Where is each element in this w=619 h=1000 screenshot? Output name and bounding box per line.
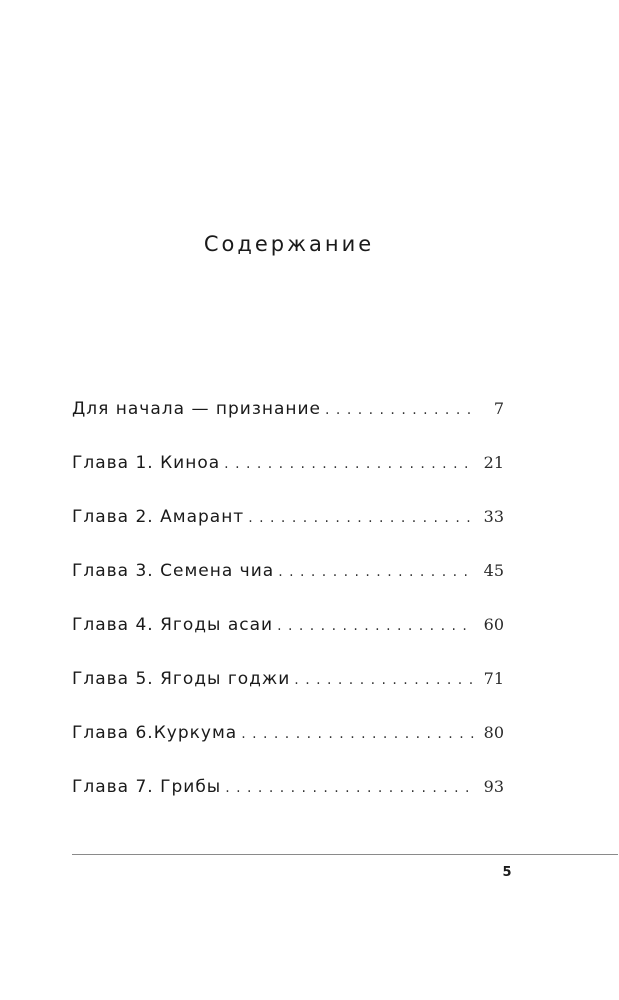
toc-entry-title: Глава 1. Киноа: [72, 453, 221, 473]
toc-entry-page: 7: [493, 399, 504, 418]
toc-entry-page: 80: [483, 723, 504, 742]
toc-entry-chapter-2[interactable]: [72, 507, 504, 561]
toc-entry-title: Глава 3. Семена чиа: [72, 561, 275, 581]
toc-entry-chapter-3[interactable]: [72, 561, 504, 615]
toc-list: [72, 399, 504, 831]
toc-entry-page: 60: [483, 615, 504, 634]
toc-entry-chapter-1[interactable]: [72, 453, 504, 507]
dot-leader: [278, 564, 474, 580]
dot-leader: [248, 510, 474, 526]
dot-leader: [325, 402, 474, 418]
toc-entry-intro[interactable]: [72, 399, 504, 453]
dot-leader: [294, 672, 474, 688]
toc-entry-page: 45: [483, 561, 504, 580]
toc-entry-page: 93: [483, 777, 504, 796]
toc-entry-chapter-4[interactable]: [72, 615, 504, 669]
toc-heading: Содержание: [203, 232, 375, 256]
footer-divider: [72, 854, 618, 855]
page-number: 5: [502, 865, 512, 880]
dot-leader: [225, 780, 474, 796]
toc-entry-title: Глава 4. Ягоды асаи: [72, 615, 274, 635]
toc-entry-title: Глава 6.Куркума: [72, 723, 238, 743]
toc-entry-page: 71: [483, 669, 504, 688]
toc-entry-chapter-7[interactable]: [72, 777, 504, 831]
toc-entry-chapter-6[interactable]: [72, 723, 504, 777]
dot-leader: [241, 726, 474, 742]
toc-entry-page: 33: [483, 507, 504, 526]
toc-entry-chapter-5[interactable]: [72, 669, 504, 723]
toc-entry-title: Глава 5. Ягоды годжи: [72, 669, 291, 689]
toc-entry-title: Для начала — признание: [72, 399, 322, 419]
dot-leader: [224, 456, 474, 472]
toc-entry-title: Глава 2. Амарант: [72, 507, 245, 527]
dot-leader: [277, 618, 474, 634]
toc-entry-page: 21: [483, 453, 504, 472]
toc-entry-title: Глава 7. Грибы: [72, 777, 222, 797]
